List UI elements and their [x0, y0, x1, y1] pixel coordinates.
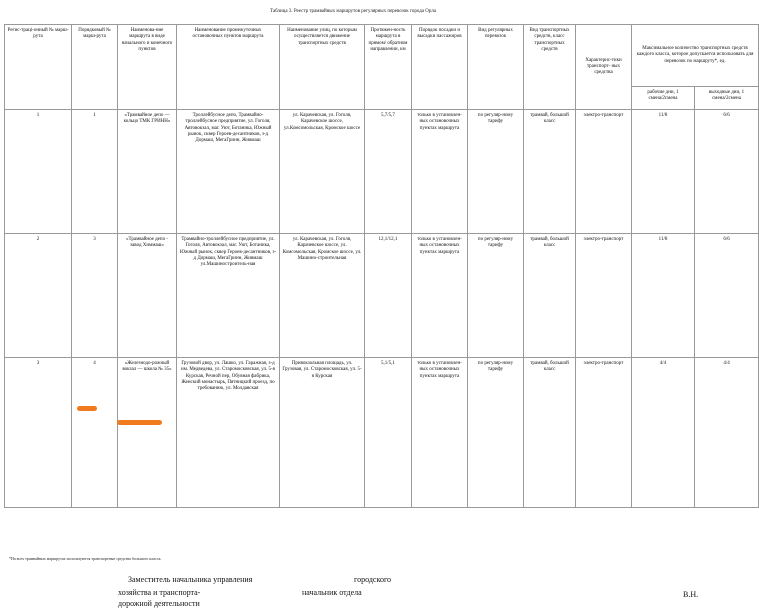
col-header-num: Порядковый № марш-рута — [72, 25, 118, 110]
header-row — [5, 25, 759, 87]
cell-vehicle: трамвай, большой класс — [524, 358, 576, 508]
cell-name: «Трамвайное депо — кольцо ТМК ГРИНН» — [118, 110, 177, 234]
cell-weekend: 6/6 — [695, 234, 759, 358]
cell-reg: 1 — [5, 110, 72, 234]
cell-weekday: 4/4 — [632, 358, 695, 508]
table-row — [5, 110, 759, 234]
footnote: *На всех трамвайных маршрутах используются транспортные средства большого класса. — [9, 556, 162, 561]
cell-char: электро-транспорт — [576, 234, 632, 358]
cell-char: электро-транспорт — [576, 358, 632, 508]
cell-stops: Грузовой двор, ул. Лашко, ул. Гаражная, з-д им. Медведева, ул. Старомосковская, ул. 5-я Курская, Речной пер, Обувная фабрика, Женский монастырь, Пятницкий проезд, по требованию, ул. Молдавская — [177, 358, 280, 508]
col-header-length: Протяжен-ность маршрута в прямом/ обратном направлении, км — [365, 25, 412, 110]
cell-char: электро-транспорт — [576, 110, 632, 234]
cell-streets: ул. Карачевская, ул. Гоголя, Карачевское шоссе, ул.Комсомольская, Кромское шоссе — [280, 110, 365, 234]
cell-weekday: 11/8 — [632, 110, 695, 234]
cell-stops: Троллейбусное депо, Трамвайно-троллейбусное предприятие, ул. Гоголя, Автовокзал, маг. Уют, Ботаника, Южный рынок, сквер Героев-десантников, з-д Дормаш, МегаГринн, Живмаш — [177, 110, 280, 234]
col-header-boarding: Порядок посадки и высадки пассажиров — [412, 25, 468, 110]
cell-boarding: только в установлен-ных остановочных пунктах маршрута — [412, 110, 468, 234]
cell-reg: 3 — [5, 358, 72, 508]
signature-department: начальник отдела — [302, 588, 362, 597]
col-header-vehicle: Вид транспортных средств, класс транспортных средств — [524, 25, 576, 110]
col-header-char: Характерис-тики транспорт- ных средства — [576, 25, 632, 110]
col-header-type: Вид регулярных перевозок — [468, 25, 524, 110]
cell-length: 5,1/5,1 — [365, 358, 412, 508]
cell-length: 5,7/5,7 — [365, 110, 412, 234]
highlight-mark-route-name — [117, 420, 162, 425]
cell-streets: Привокзальная площадь, ул. Грузовая, ул. Старомосковская, ул. 5-я Курская — [280, 358, 365, 508]
cell-stops: Трамвайно-троллейбусное предприятие, ул. Гоголя, Автовокзал, маг. Уют, Ботаника, Южный рынок, сквер Героев-десантников, з-д Дормаш, МегаГринн, Живмаш ул.Машиностроитель-ная — [177, 234, 280, 358]
signature-city-word: городского — [354, 575, 392, 584]
table-row — [5, 234, 759, 358]
highlight-mark-route-number — [77, 406, 97, 411]
cell-vehicle: трамвай, большой класс — [524, 110, 576, 234]
signature-name: В.Н. — [683, 590, 699, 599]
document-title: Таблица 3. Реестр трамвайных маршрутов регулярных перевозок города Орла — [269, 9, 437, 14]
cell-num: 1 — [72, 110, 118, 234]
col-header-weekend: выходные дни, 1 смена/2смена — [695, 87, 759, 110]
routes-table — [4, 24, 759, 508]
cell-boarding: только в установлен-ных остановочных пунктах маршрута — [412, 234, 468, 358]
cell-length: 12,1/12,1 — [365, 234, 412, 358]
signature-position-line1: Заместитель начальника управления — [128, 575, 253, 584]
cell-weekend: 6/6 — [695, 110, 759, 234]
cell-vehicle: трамвай, большой класс — [524, 234, 576, 358]
col-header-streets: Наименование улиц, по которым осуществляется движение транспортных средств — [280, 25, 365, 110]
col-header-weekday: рабочие дни, 1 смена/2смена — [632, 87, 695, 110]
cell-name: «Трамвайное депо - завод Химмаш» — [118, 234, 177, 358]
col-header-max: Максимальное количество транспортных средств каждого класса, которое допускается использовать для перевозок по маршруту*, ед. — [632, 25, 759, 87]
table-row — [5, 358, 759, 508]
cell-weekday: 11/8 — [632, 234, 695, 358]
cell-num: 4 — [72, 358, 118, 508]
cell-type: по регуляр-ному тарифу — [468, 234, 524, 358]
col-header-stops: Наименование промежуточных остановочных пунктов маршрута — [177, 25, 280, 110]
cell-type: по регуляр-ному тарифу — [468, 358, 524, 508]
signature-position-line3: дорожной деятельности — [118, 599, 200, 608]
cell-weekend: 4/4 — [695, 358, 759, 508]
cell-reg: 2 — [5, 234, 72, 358]
col-header-name: Наименова-ние маршрута в виде начального и конечного пунктов — [118, 25, 177, 110]
col-header-reg: Регис-трацi-онный № марш-рута — [5, 25, 72, 110]
cell-name: «Железнодо-рожный вокзал — школа № 35» — [118, 358, 177, 508]
cell-num: 3 — [72, 234, 118, 358]
cell-streets: ул. Карачевская, ул. Гоголя, Карачевское шоссе, ул. Комсомольская, Кромское шоссе, ул. Машино-строительная — [280, 234, 365, 358]
cell-boarding: только в установлен-ных остановочных пунктах маршрута — [412, 358, 468, 508]
signature-position-line2: хозяйства и транспорта- — [118, 588, 201, 597]
cell-type: по регуляр-ному тарифу — [468, 110, 524, 234]
